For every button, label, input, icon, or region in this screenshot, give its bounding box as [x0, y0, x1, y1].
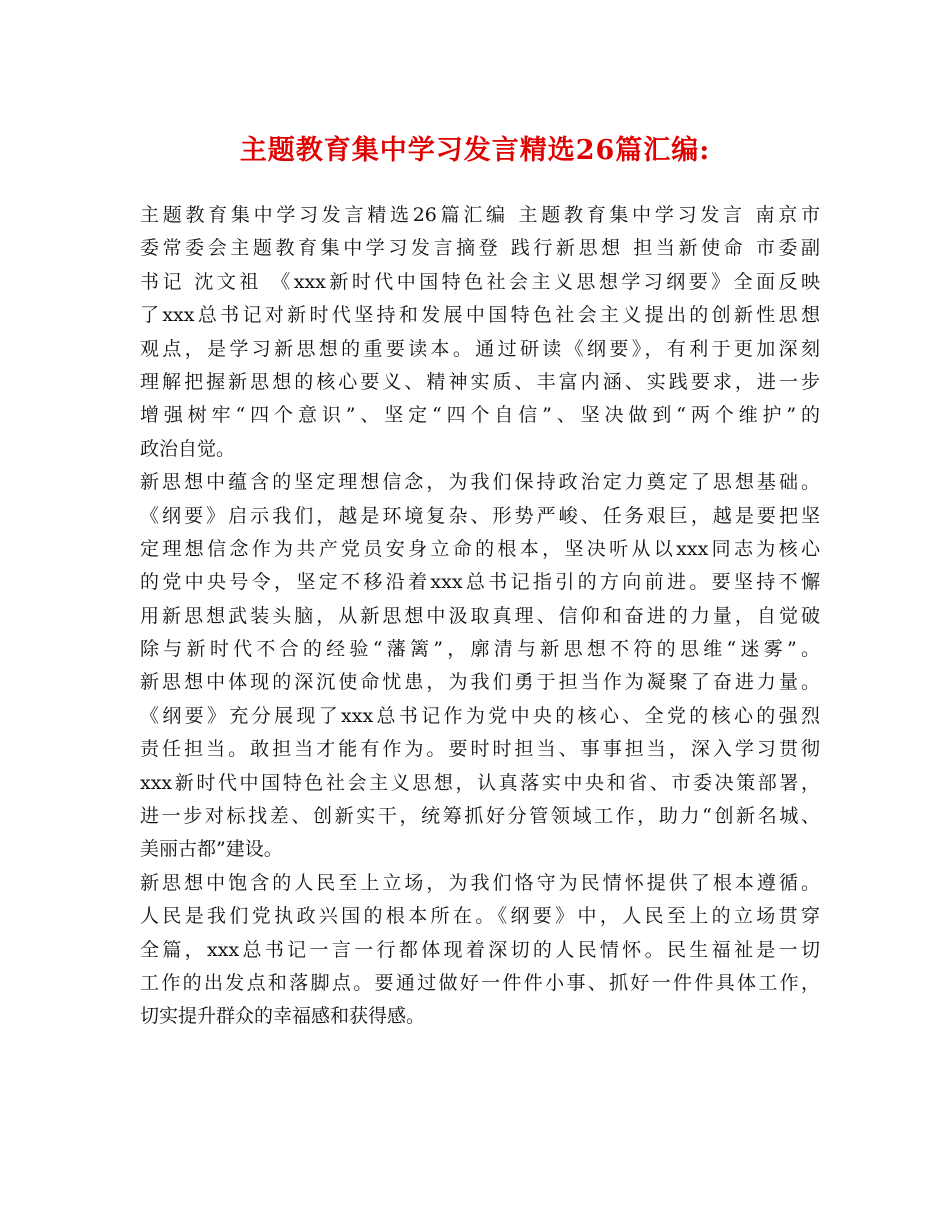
body-line: 用新思想武装头脑，从新思想中汲取真理、信仰和奋进的力量，自觉破 — [140, 604, 820, 627]
body-line: 美丽古都”建设。 — [140, 838, 283, 861]
body-line: 政治自觉。 — [140, 437, 236, 460]
body-line: 切实提升群众的幸福感和获得感。 — [140, 1005, 426, 1028]
body-line: 除与新时代不合的经验“藩篱”，廓清与新思想不符的思维“迷雾”。 — [140, 638, 820, 661]
body-line: 《纲要》充分展现了xxx总书记作为党中央的核心、全党的核心的强烈 — [140, 704, 820, 727]
body-line: 全篇，xxx总书记一言一行都体现着深切的人民情怀。民生福祉是一切 — [140, 938, 820, 961]
body-line: 书记 沈文祖 《xxx新时代中国特色社会主义思想学习纲要》全面反映 — [140, 270, 820, 293]
document-title: 主题教育集中学习发言精选26篇汇编: — [239, 135, 711, 166]
body-line: 工作的出发点和落脚点。要通过做好一件件小事、抓好一件件具体工作， — [140, 971, 820, 994]
body-line: 新思想中体现的深沉使命忧患，为我们勇于担当作为凝聚了奋进力量。 — [140, 671, 820, 694]
body-line: 责任担当。敢担当才能有作为。要时时担当、事事担当，深入学习贯彻 — [140, 738, 820, 761]
body-line: 人民是我们党执政兴国的根本所在。《纲要》中，人民至上的立场贯穿 — [140, 905, 820, 928]
body-line: 定理想信念作为共产党员安身立命的根本，坚决听从以xxx同志为核心 — [140, 537, 820, 560]
body-line: 主题教育集中学习发言精选26篇汇编 主题教育集中学习发言 南京市 — [140, 204, 820, 226]
body-line: 进一步对标找差、创新实干，统筹抓好分管领域工作，助力“创新名城、 — [140, 805, 820, 828]
document-body — [140, 199, 820, 1034]
body-line: 《纲要》启示我们，越是环境复杂、形势严峻、任务艰巨，越是要把坚 — [140, 504, 820, 527]
body-line: 新思想中蕴含的坚定理想信念，为我们保持政治定力奠定了思想基础。 — [140, 471, 820, 494]
body-line: 委常委会主题教育集中学习发言摘登 践行新思想 担当新使命 市委副 — [140, 237, 820, 260]
body-line: 观点，是学习新思想的重要读本。通过研读《纲要》，有利于更加深刻 — [140, 337, 820, 360]
body-line: 的党中央号令，坚定不移沿着xxx总书记指引的方向前进。要坚持不懈 — [140, 571, 820, 594]
body-line: 增强树牢“四个意识”、坚定“四个自信”、坚决做到“两个维护”的 — [140, 404, 820, 427]
body-line: xxx新时代中国特色社会主义思想，认真落实中央和省、市委决策部署， — [140, 771, 820, 794]
body-line: 了xxx总书记对新时代坚持和发展中国特色社会主义提出的创新性思想 — [140, 304, 820, 327]
body-line: 理解把握新思想的核心要义、精神实质、丰富内涵、实践要求，进一步 — [140, 370, 820, 393]
body-line: 新思想中饱含的人民至上立场，为我们恪守为民情怀提供了根本遵循。 — [140, 871, 820, 894]
